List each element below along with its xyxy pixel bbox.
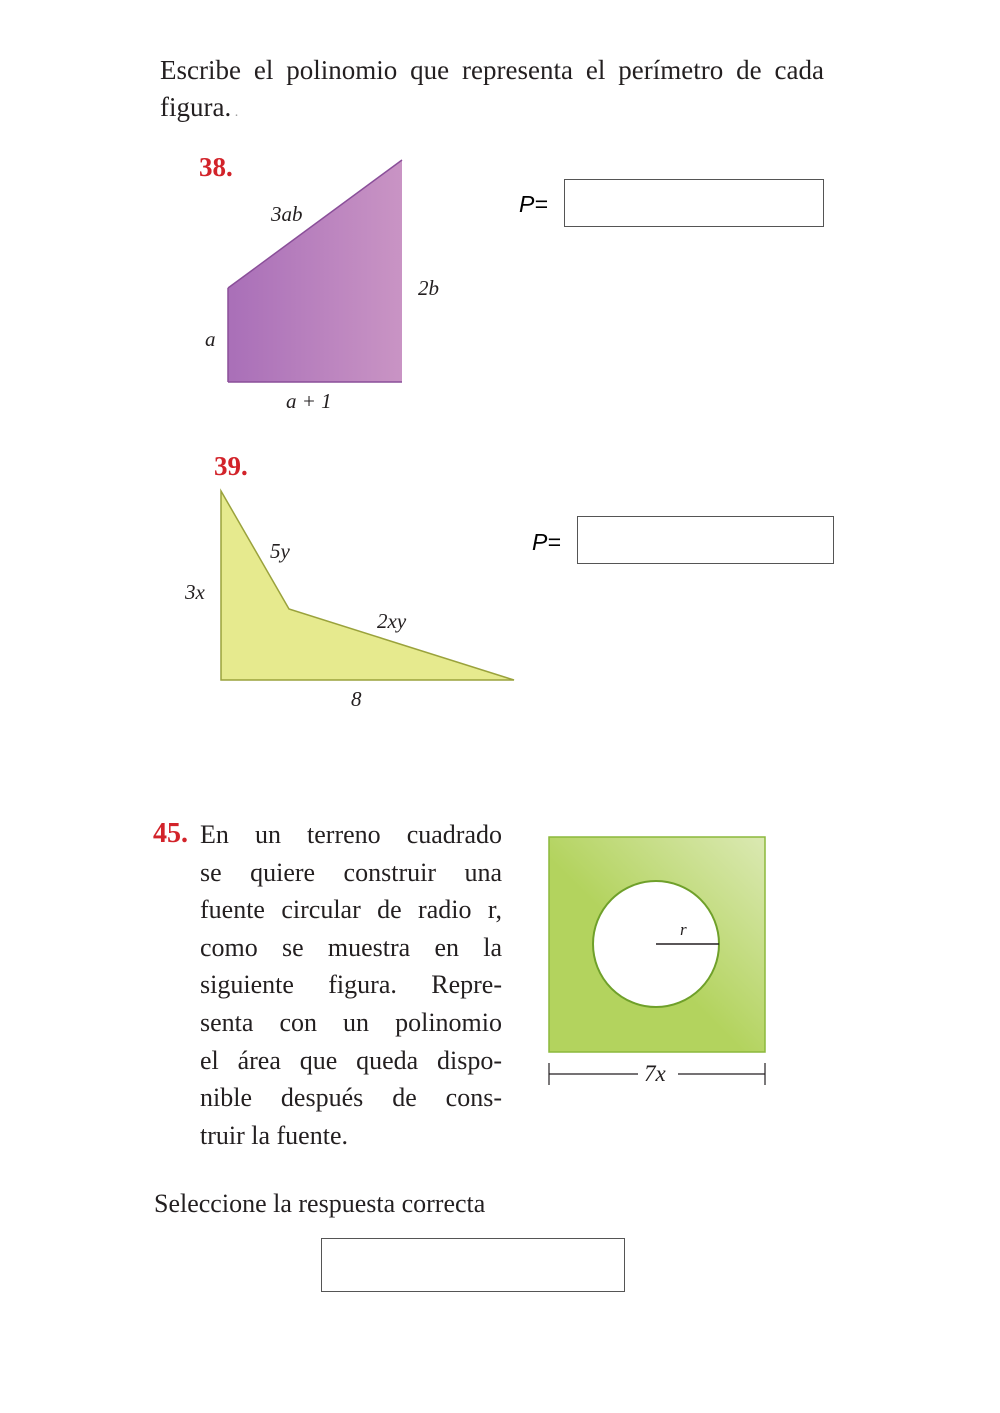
label-r: r <box>680 920 687 939</box>
answer-select-dropdown[interactable] <box>321 1238 625 1292</box>
instructions-trail: . <box>231 105 239 120</box>
label-a: a <box>205 327 216 351</box>
problem-45-line: senta con un polinomio <box>200 1007 502 1037</box>
label-5y: 5y <box>270 539 290 563</box>
select-prompt: Seleccione la respuesta correcta <box>154 1189 486 1218</box>
answer-39-input[interactable] <box>577 516 834 564</box>
problem-45-line: como se muestra en la <box>200 932 502 962</box>
label-7x: 7x <box>644 1061 666 1086</box>
problem-45-line: En un terreno cuadrado <box>200 820 502 849</box>
problem-45-line: fuente circular de radio r, <box>200 895 502 925</box>
label-2b: 2b <box>418 276 439 300</box>
answer-38-label: P= <box>519 191 548 217</box>
label-8: 8 <box>351 687 362 711</box>
problem-45-line: truir la fuente. <box>200 1120 348 1150</box>
label-3ab: 3ab <box>271 202 303 226</box>
problem-45-line: siguiente figura. Repre- <box>200 970 502 1000</box>
label-2xy: 2xy <box>377 609 407 633</box>
concave-figure <box>221 491 514 680</box>
label-3x: 3x <box>185 580 205 604</box>
problem-45-line: nible después de cons- <box>200 1083 502 1113</box>
problem-45-text <box>200 816 502 1154</box>
problem-45-line: se quiere construir una <box>200 857 502 887</box>
label-a-plus-1: a + 1 <box>286 389 332 413</box>
trapezoid-figure <box>228 160 402 382</box>
answer-39-label: P= <box>532 529 561 555</box>
problem-38-number: 38. <box>199 152 233 182</box>
problem-45-line: el área que queda dispo- <box>200 1045 502 1075</box>
problem-45-number: 45. <box>153 818 188 849</box>
instructions-text: Escribe el polinomio que representa el perímetro de cada figura. <box>160 55 824 122</box>
problem-39-number: 39. <box>214 451 248 481</box>
answer-38-input[interactable] <box>564 179 824 227</box>
